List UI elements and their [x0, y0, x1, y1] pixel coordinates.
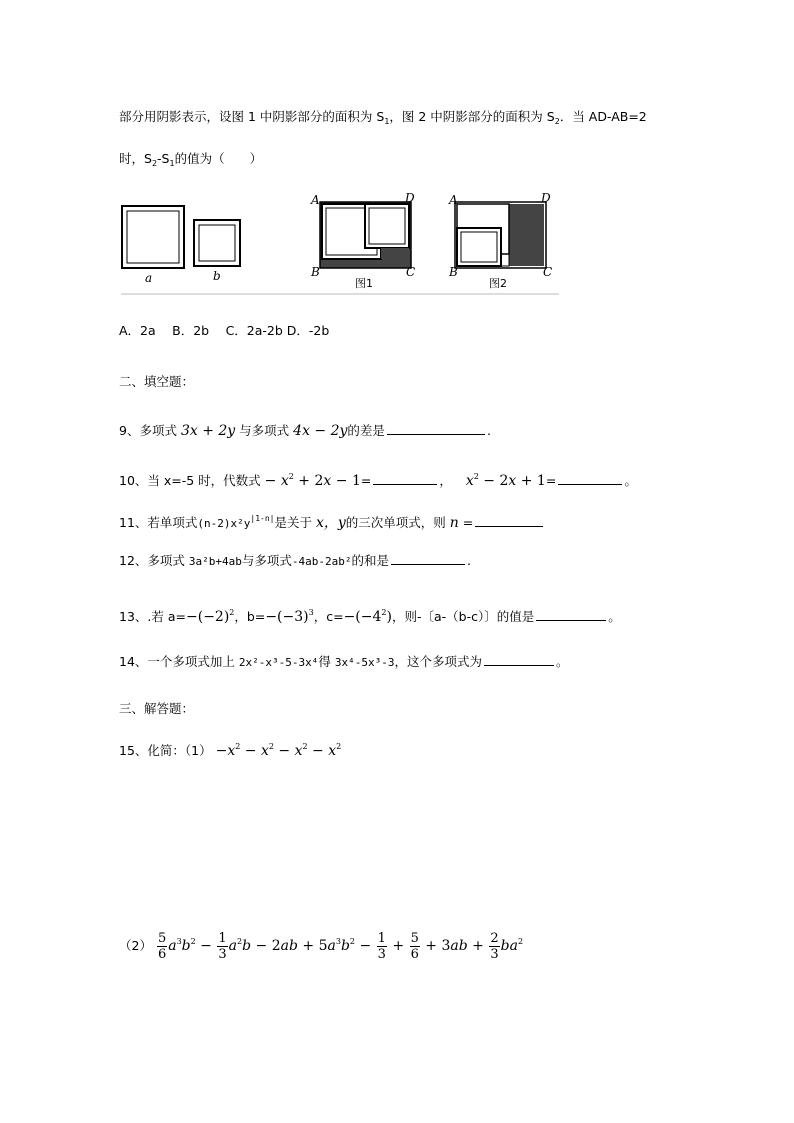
q9-poly2: 4x − 2y	[293, 423, 348, 439]
q11-n: n	[449, 515, 459, 531]
label-b: b	[213, 269, 221, 283]
square-b	[194, 220, 240, 266]
q10-expr2: $x^2 - 2x + 1$	[465, 472, 546, 489]
question-14: 14、一个多项式加上 2x²-x³-5-3x⁴得 3x⁴-5x³-3，这个多项式为 。	[119, 654, 569, 669]
q8-line1: 部分用阴影表示，设图 1 中阴影部分的面积为 $S_1$，图 2 中阴影部分的面积为 $S_2$．当 AD-AB=2	[119, 109, 647, 126]
q13-c-expr: $-(-4^2)$	[343, 608, 392, 625]
q11-vars: x，y	[315, 515, 346, 531]
q13-answer-blank[interactable]	[536, 608, 606, 621]
fig2-corner-A: A	[449, 193, 458, 207]
q10-answer-blank-1[interactable]	[373, 472, 437, 485]
question-10: 10、当 x=-5 时，代数式 − $x^2 + 2x - 1=$ ， $x^2 - 2x + 1=$ 。	[119, 472, 637, 489]
fig2-corner-B: B	[449, 265, 458, 279]
q8-figure	[119, 190, 564, 301]
question-11: 11、若单项式$(n-2)x^2y^{|1-n|}$是关于 x，y的三次单项式，则 n =	[119, 510, 545, 533]
q14-answer-blank[interactable]	[484, 653, 554, 666]
fig2-corner-D: D	[541, 191, 551, 205]
q12-answer-blank[interactable]	[391, 552, 465, 565]
question-9: 9、多项式 3x + 2y 与多项式 4x − 2y的差是 .	[119, 423, 491, 439]
q11-monomial: $(n-2)x^2y^{|1-n|}$	[197, 514, 275, 530]
q13-a-expr: $-(-2)^2$	[186, 608, 235, 625]
figure-2	[455, 202, 546, 268]
section-3-title: 三、解答题：	[119, 701, 195, 716]
q9-poly1: 3x + 2y	[180, 423, 236, 439]
caption-figure-2: 图2	[489, 277, 507, 290]
squares-diagram	[119, 190, 564, 298]
question-12: 12、多项式 3a²b+4ab与多项式-4ab-2ab²的和是 .	[119, 553, 471, 568]
q15-expr-2: $\frac{5}{6}$ $a^3b^2$ − $\frac{1}{3}$ $a^2b - 2ab + 5a^3b^2$ − $\frac{1}{3}$ + $\frac{5}{6}$ + 3ab + $\frac{2}{3}$ $ba^2$	[157, 930, 524, 962]
label-a: a	[145, 271, 153, 285]
fig1-corner-B: B	[311, 265, 320, 279]
fig1-corner-D: D	[405, 191, 415, 205]
q11-answer-blank[interactable]	[475, 514, 543, 527]
q8-line2: 时，$S_2-S_1$的值为（ ）	[119, 151, 263, 168]
question-15-part-2: （2） $\frac{5}{6}$ $a^3b^2$ − $\frac{1}{3}$ $a^2b - 2ab + 5a^3b^2$ − $\frac{1}{3}$ + $\frac{5}{6}$ + 3ab + $\frac{2}{3}$ $ba^2$	[119, 930, 524, 962]
q9-answer-blank[interactable]	[387, 422, 485, 435]
q8-options: A．2a B．2b C．2a-2b D．-2b	[119, 323, 330, 338]
figure-1	[320, 202, 411, 268]
question-15-part-1: 15、化简：$(1) -x^2 - x^2 - x^2 - x^2$	[119, 742, 342, 759]
question-13: 13、.若 $a=-(-2)^2$，$b=-(-3)^3$，$c=-(-4^2)$，则-〔a-（b-c）〕的值是 。	[119, 608, 621, 625]
fig1-corner-C: C	[406, 265, 416, 279]
q10-answer-blank-2[interactable]	[558, 472, 622, 485]
q13-b-expr: $-(-3)^3$	[265, 608, 314, 625]
q15-expr-1: $-x^2 - x^2 - x^2 - x^2$	[215, 742, 342, 759]
fig2-corner-C: C	[543, 265, 553, 279]
section-2-title: 二、填空题：	[119, 374, 195, 389]
fig1-corner-A: A	[311, 193, 320, 207]
q10-expr1: − $x^2 + 2x - 1$	[264, 472, 361, 489]
square-a	[122, 206, 184, 268]
caption-figure-1: 图1	[355, 277, 373, 290]
